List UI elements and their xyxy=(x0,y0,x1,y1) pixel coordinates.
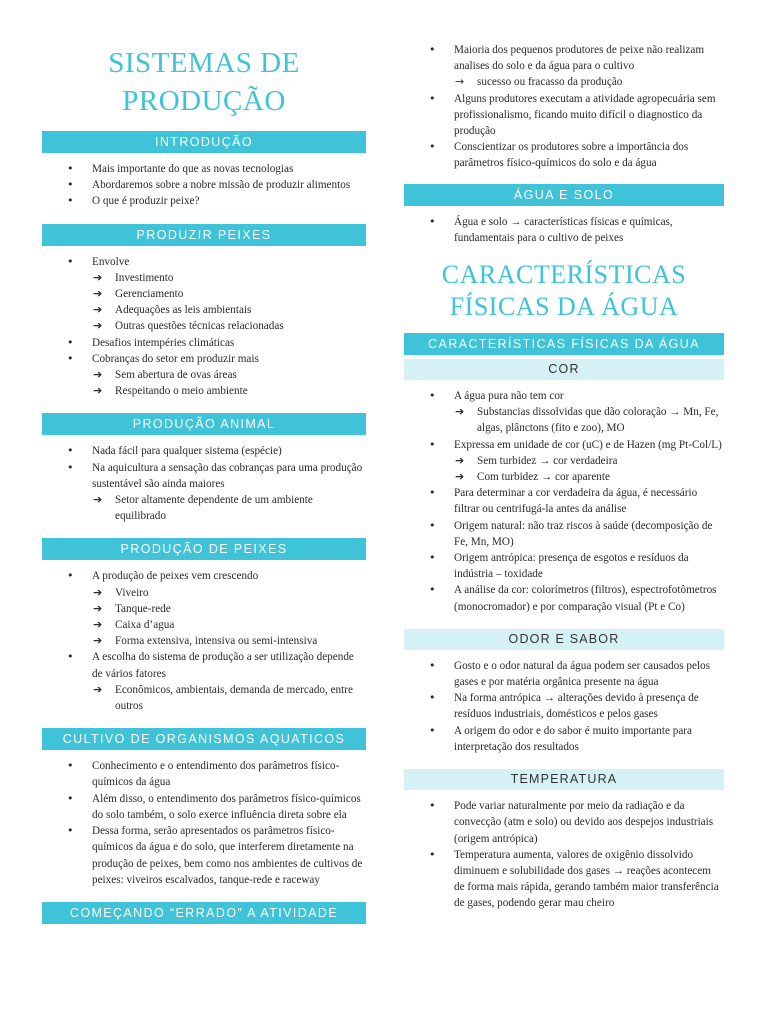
sub-list-item: ➔ Com turbidez → cor aparente xyxy=(404,469,724,485)
list-item: • Temperatura aumenta, valores de oxigênio dissolvido diminuem e solubilidade dos gases → reações acontecem de forma mais rápida, gerando também maior transferência de gases, podendo gerar mau cheiro xyxy=(404,847,724,912)
list-item: • Abordaremos sobre a nobre missão de produzir alimentos xyxy=(42,177,366,193)
sub-list-item: ➔ Viveiro xyxy=(42,585,366,601)
section-title: CARACTERÍSTICAS FÍSICAS DA ÁGUA xyxy=(441,260,687,322)
subsection-header-odor-sabor: ODOR E SABOR xyxy=(404,629,724,650)
list-item: • Origem natural: não traz riscos à saúde (decomposição de Fe, Mn, MO) xyxy=(404,518,724,550)
list-item: • Envolve xyxy=(42,254,366,270)
section-header-producao-animal: PRODUÇÃO ANIMAL xyxy=(42,413,366,435)
list-item: • A origem do odor e do sabor é muito importante para interpretação dos resultados xyxy=(404,723,724,755)
sub-list-item: ➔ Sem abertura de ovas áreas xyxy=(42,367,366,383)
section-header-cultivo: CULTIVO DE ORGANISMOS AQUATICOS xyxy=(42,728,366,750)
section-header-caracteristicas: CARACTERÍSTICAS FÍSICAS DA ÁGUA xyxy=(404,333,724,355)
list-item: • Nada fácil para qualquer sistema (espécie) xyxy=(42,443,366,459)
list-item: • Água e solo → características físicas e químicas, fundamentais para o cultivo de peixes xyxy=(404,214,724,246)
top-list xyxy=(404,42,724,172)
sub-list-item: ➔ Substancias dissolvidas que dão coloração → Mn, Fe, algas, plânctons (fito e zoo), MO xyxy=(455,405,719,435)
arrow-right-icon: ➔ xyxy=(93,682,103,696)
list-item: • Além disso, o entendimento dos parâmetros físico-químicos do solo também, o solo exerce influência direta sobre ela xyxy=(42,791,366,823)
arrow-right-icon: → xyxy=(455,75,465,89)
sub-list-item: ➔ Tanque-rede xyxy=(42,601,366,617)
list-item: • Para determinar a cor verdadeira da água, é necessário filtrar ou centrifugá-la antes da análise xyxy=(404,485,724,517)
sub-list-item: ➔ Econômicos, ambientais, demanda de mercado, entre outros xyxy=(93,682,353,713)
list-item: • A água pura não tem cor xyxy=(404,388,724,404)
list-item: • Na aquicultura a sensação das cobranças para uma produção sustentável são ainda maiores xyxy=(42,460,366,492)
arrow-right-icon: ➔ xyxy=(93,634,103,648)
list-item: • Pode variar naturalmente por meio da radiação e da convecção (atm e solo) ou devido aos despejos industriais (origem antrópica) xyxy=(404,798,724,847)
list-item: • Expressa em unidade de cor (uC) e de Hazen (mg Pt-Col/L) xyxy=(404,437,724,453)
arrow-right-icon: ➔ xyxy=(93,384,103,398)
arrow-right-icon: ➔ xyxy=(93,618,103,632)
list-item: • Alguns produtores executam a atividade agropecuária sem profissionalismo, ficando muito difícil o diagnostico da produção xyxy=(404,91,724,140)
arrow-right-icon: ➔ xyxy=(455,405,465,419)
list-item: • Gosto e o odor natural da água podem ser causados pelos gases e por matéria orgânica presente na água xyxy=(404,658,724,690)
arrow-right-icon: ➔ xyxy=(455,453,465,467)
producao-animal-list xyxy=(42,443,366,524)
sub-list-item: ➔ Forma extensiva, intensiva ou semi-intensiva xyxy=(42,633,366,649)
arrow-right-icon: ➔ xyxy=(455,470,465,484)
page-title: SISTEMAS DE PRODUÇÃO xyxy=(108,47,300,117)
list-item: • Dessa forma, serão apresentados os parâmetros físico-químicos da água e do solo, que interferem diretamente na produção de peixes, bem como nos ambientes de cultivos de peixes: viveiros escalvados, tanque-rede e raceway xyxy=(42,823,366,888)
left-column xyxy=(42,0,366,924)
producao-peixes-list xyxy=(42,568,366,714)
section-header-comecando: COMEÇANDO “ERRADO” A ATIVIDADE xyxy=(42,902,366,924)
subsection-header-temperatura: TEMPERATURA xyxy=(404,769,724,790)
list-item: • Conhecimento e o entendimento dos parâmetros físico-químicos da água xyxy=(42,758,366,790)
section-header-introducao: INTRODUÇÃO xyxy=(42,131,366,153)
arrow-right-icon: ➔ xyxy=(93,303,103,317)
odor-list xyxy=(404,658,724,755)
arrow-right-icon: ➔ xyxy=(93,493,103,507)
list-item: • A escolha do sistema de produção a ser utilização depende de vários fatores xyxy=(42,649,366,681)
introducao-list xyxy=(42,161,366,210)
arrow-right-icon: ➔ xyxy=(93,287,103,301)
arrow-right-icon: ➔ xyxy=(93,585,103,599)
sub-list-item: ➔ Outras questões técnicas relacionadas xyxy=(42,318,366,334)
arrow-right-icon: ➔ xyxy=(93,368,103,382)
sub-list-item: ➔ Caixa d’agua xyxy=(42,617,366,633)
list-item: • A produção de peixes vem crescendo xyxy=(42,568,366,584)
sub-list-item: ➔ Gerenciamento xyxy=(42,286,366,302)
list-item: • Mais importante do que as novas tecnologias xyxy=(42,161,366,177)
cor-list xyxy=(404,388,724,615)
right-column xyxy=(404,0,724,912)
list-item: • Origem antrópica: presença de esgotos e resíduos da indústria – toxidade xyxy=(404,550,724,582)
list-item: • Cobranças do setor em produzir mais xyxy=(42,351,366,367)
produzir-peixes-list xyxy=(42,254,366,400)
sub-list-item: ➔ Adequações as leis ambientais xyxy=(42,302,366,318)
sub-list-item: ➔ Setor altamente dependente de um ambiente equilibrado xyxy=(93,493,313,523)
list-item: • Maioria dos pequenos produtores de peixe não realizam analises do solo e da água para o cultivo xyxy=(404,42,724,74)
list-item: • Na forma antrópica → alterações devido à presença de resíduos industriais, domésticos e pelos gases xyxy=(404,690,724,722)
list-item: • Desafios intempéries climáticas xyxy=(42,335,366,351)
list-item: • Conscientizar os produtores sobre a importância dos parâmetros físico-químicos do solo e da água xyxy=(404,139,724,171)
arrow-right-icon: ➔ xyxy=(93,270,103,284)
subsection-header-cor: COR xyxy=(404,359,724,380)
arrow-right-icon: ➔ xyxy=(93,319,103,333)
sub-list-item: ➔ Sem turbidez → cor verdadeira xyxy=(404,453,724,469)
list-item: • A análise da cor: colorímetros (filtros), espectrofotômetros (monocromador) e por comparação visual (Pt e Co) xyxy=(404,582,724,614)
section-header-producao-peixes: PRODUÇÃO DE PEIXES xyxy=(42,538,366,560)
sub-list-item: ➔ Respeitando o meio ambiente xyxy=(42,383,366,399)
cultivo-list xyxy=(42,758,366,888)
sub-list-item: → sucesso ou fracasso da produção xyxy=(404,74,724,90)
section-header-produzir-peixes: PRODUZIR PEIXES xyxy=(42,224,366,246)
agua-solo-list xyxy=(404,214,724,246)
arrow-right-icon: ➔ xyxy=(93,601,103,615)
temperatura-list xyxy=(404,798,724,911)
section-header-agua-solo: ÁGUA E SOLO xyxy=(404,184,724,206)
list-item: • O que é produzir peixe? xyxy=(42,193,366,209)
sub-list-item: ➔ Investimento xyxy=(42,270,366,286)
